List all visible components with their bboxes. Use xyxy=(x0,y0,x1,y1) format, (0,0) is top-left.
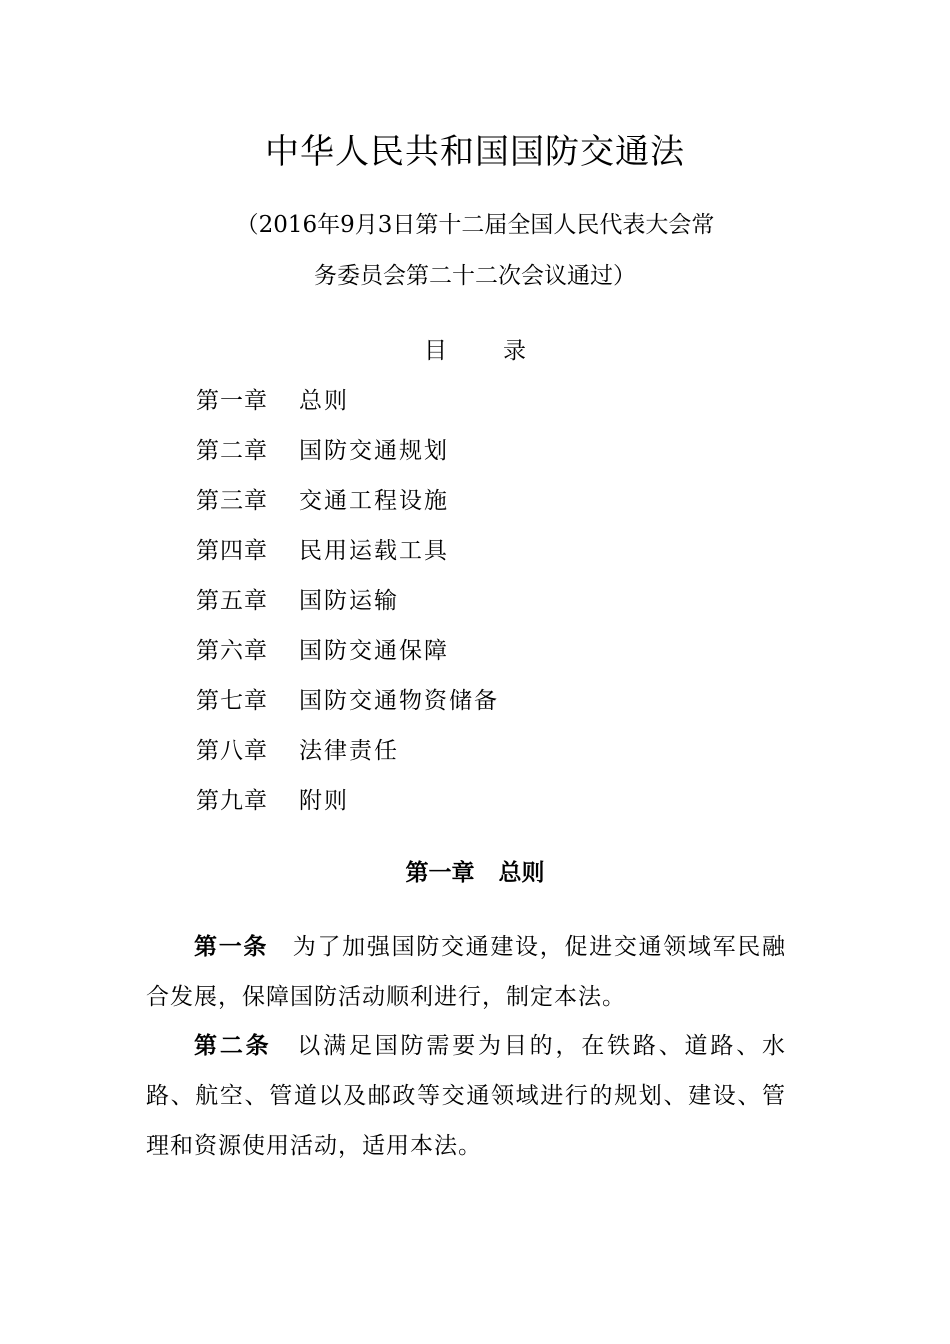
toc-entry xyxy=(196,784,499,834)
article-label: 第二条 xyxy=(194,1033,272,1059)
article-label: 第一条 xyxy=(194,934,269,960)
toc-entry xyxy=(196,634,499,684)
toc-entry-name: 国防运输 xyxy=(299,588,399,614)
toc-entry-number: 第五章 xyxy=(196,588,268,614)
article-paragraph xyxy=(146,1021,786,1171)
toc-entry-number: 第七章 xyxy=(196,688,268,714)
toc-entry-name: 民用运载工具 xyxy=(299,538,449,564)
toc-entry-number: 第九章 xyxy=(196,788,268,814)
toc-entry-number: 第二章 xyxy=(196,438,268,464)
toc-entry xyxy=(196,584,499,634)
toc-entry-number: 第一章 xyxy=(196,388,268,414)
toc-entry xyxy=(196,684,499,734)
document-title: 中华人民共和国国防交通法 xyxy=(265,132,685,172)
toc-entry-name: 国防交通物资储备 xyxy=(299,688,499,714)
toc-heading-left: 目 xyxy=(424,338,447,364)
adoption-note-line-2: 务委员会第二十二次会议通过） xyxy=(314,263,636,289)
table-of-contents xyxy=(196,384,499,834)
toc-entry-number: 第三章 xyxy=(196,488,268,514)
toc-heading-right: 录 xyxy=(503,338,526,364)
chapter-heading-number: 第一章 xyxy=(405,860,475,886)
article-text: 为了加强国防交通建设，促进交通领域军民融合发展，保障国防活动顺利进行，制定本法。 xyxy=(146,934,787,1010)
adoption-note-line-1: （2016年9月3日第十二届全国人民代表大会常 xyxy=(235,212,715,238)
toc-entry xyxy=(196,484,499,534)
toc-entry xyxy=(196,384,499,434)
toc-entry xyxy=(196,534,499,584)
toc-entry-name: 附则 xyxy=(299,788,349,814)
chapter-heading xyxy=(0,856,950,890)
toc-entry xyxy=(196,734,499,784)
toc-entry-name: 国防交通保障 xyxy=(299,638,449,664)
article-paragraph xyxy=(146,922,786,1022)
toc-entry-number: 第四章 xyxy=(196,538,268,564)
toc-entry-name: 总则 xyxy=(299,388,349,414)
toc-heading xyxy=(0,334,950,368)
chapter-heading-name: 总则 xyxy=(498,860,545,886)
toc-entry xyxy=(196,434,499,484)
toc-entry-name: 国防交通规划 xyxy=(299,438,449,464)
toc-entry-name: 交通工程设施 xyxy=(299,488,449,514)
toc-entry-number: 第六章 xyxy=(196,638,268,664)
toc-entry-name: 法律责任 xyxy=(299,738,399,764)
toc-entry-number: 第八章 xyxy=(196,738,268,764)
article-text: 以满足国防需要为目的，在铁路、道路、水路、航空、管道以及邮政等交通领域进行的规划、建设、管理和资源使用活动，适用本法。 xyxy=(146,1033,787,1159)
